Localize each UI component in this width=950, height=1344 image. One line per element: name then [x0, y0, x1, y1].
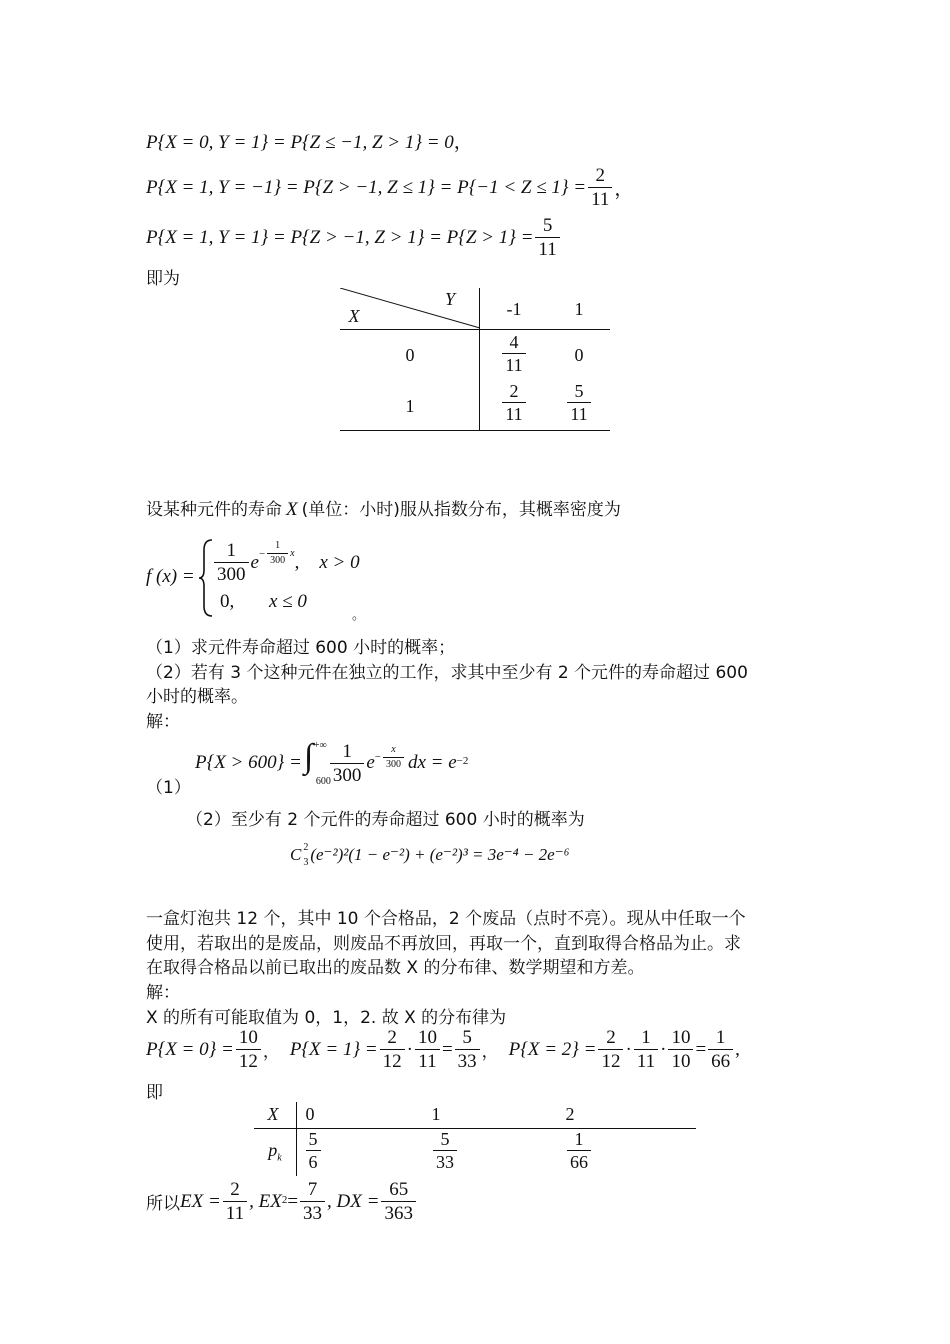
answer-1-formula: P{X > 600} = ∫ +∞ 600 $\frac{1}{300}$ e − $\frac{x}{300}$ dx = e $^{-2}$ [195, 738, 469, 787]
density-case-2: 0, x ≤ 0 [220, 591, 307, 612]
row-header: 0 [405, 345, 415, 365]
table-cell: 0 [574, 345, 584, 365]
distribution-equations: P{X = 0} = $\frac{10}{12}$ ， P{X = 1} = $\frac{2}{12}$ · $\frac{10}{11}$ = $\frac{5}{33}$ ， P{X = 2} = $\frac{2}{12}$ · $\frac{1}{11}$ · $\frac{10}{10}$ = $\frac{1}{66}$ , [146, 1027, 740, 1072]
problem3-line-2: 使用，若取出的是废品，则废品不再放回，再取一个，直到取得合格品为止。求 [146, 934, 741, 954]
table-vertical-line [296, 1102, 297, 1176]
problem3-line-3: 在取得合格品以前已取出的废品数 X 的分布律、数学期望和方差。 [146, 958, 645, 978]
question-2-line-2: 小时的概率。 [146, 687, 248, 707]
fx-label: f (x) = [146, 566, 195, 587]
value-cell: 2 [565, 1104, 575, 1124]
density-case-1: $\frac{1}{300}$ e − $\frac{1}{300}$ x , x > 0 [212, 541, 360, 584]
prob-cell: $\frac{1}{66}$ [564, 1130, 594, 1171]
fraction: $\frac{2}{11}$ [588, 166, 612, 209]
period-mark: 。 [352, 608, 366, 623]
eq-p-x1-ym1: P{X = 1, Y = −1} = P{Z > −1, Z ≤ 1} = P{−1 < Z ≤ 1} = $\frac{2}{11}$ ， [146, 165, 634, 210]
solution-label: 解： [146, 712, 180, 732]
corner-label-y: Y [444, 289, 455, 309]
table-horizontal-line [254, 1128, 696, 1129]
answer-1-label: （1） [146, 778, 191, 798]
row-label-pk: $p_k$ [268, 1140, 282, 1164]
table-vertical-line [479, 288, 480, 431]
table-cell: $\frac{5}{11}$ [559, 382, 599, 423]
col-header: -1 [506, 299, 522, 319]
eq-p-x1-y1: P{X = 1, Y = 1} = P{Z > −1, Z > 1} = P{Z > 1} = $\frac{5}{11}$ [146, 216, 562, 259]
table-cell: $\frac{2}{11}$ [494, 382, 534, 423]
question-1: （1）求元件寿命超过 600 小时的概率； [146, 638, 456, 658]
value-cell: 1 [431, 1104, 441, 1124]
answer-2-text: （2）至少有 2 个元件的寿命超过 600 小时的概率为 [186, 810, 585, 830]
prob-cell: $\frac{5}{33}$ [430, 1130, 460, 1171]
eq-p-x0-y1: P{X = 0, Y = 1} = P{Z ≤ −1, Z > 1} = 0， [146, 132, 473, 153]
text-ji: 即 [146, 1083, 163, 1103]
solution-label: 解： [146, 983, 180, 1003]
value-cell: 0 [305, 1104, 315, 1124]
problem3-line-1: 一盒灯泡共 12 个，其中 10 个合格品，2 个废品（点时不亮）。现从中任取一个 [146, 909, 746, 929]
answer-2-formula: C 2 3 (e⁻²)²(1 − e⁻²) + (e⁻²)³ = 3e⁻⁴ − 2e⁻⁶ [290, 842, 570, 868]
corner-label-x: X [348, 306, 360, 326]
fraction: $\frac{5}{11}$ [535, 216, 559, 259]
row-header: 1 [405, 396, 415, 416]
table-header-line [340, 329, 610, 330]
question-2-line-1: （2）若有 3 个这种元件在独立的工作，求其中至少有 2 个元件的寿命超过 600 [146, 663, 748, 683]
table-cell: $\frac{4}{11}$ [494, 333, 534, 374]
text-ji-wei: 即为 [146, 269, 180, 289]
table-bottom-line [340, 430, 610, 431]
col-header: 1 [574, 299, 584, 319]
row-label-x: X [267, 1104, 279, 1124]
prob-cell: $\frac{5}{6}$ [300, 1130, 326, 1171]
conclusion-line: 所以 EX = $\frac{2}{11}$ , EX $^2$ = $\frac{7}{33}$ , DX = $\frac{65}{363}$ [146, 1180, 418, 1223]
problem2-intro: 设某种元件的寿命 X (单位：小时)服从指数分布，其概率密度为 [146, 499, 621, 520]
problem3-line-4: X 的所有可能取值为 0，1，2. 故 X 的分布律为 [146, 1008, 507, 1028]
